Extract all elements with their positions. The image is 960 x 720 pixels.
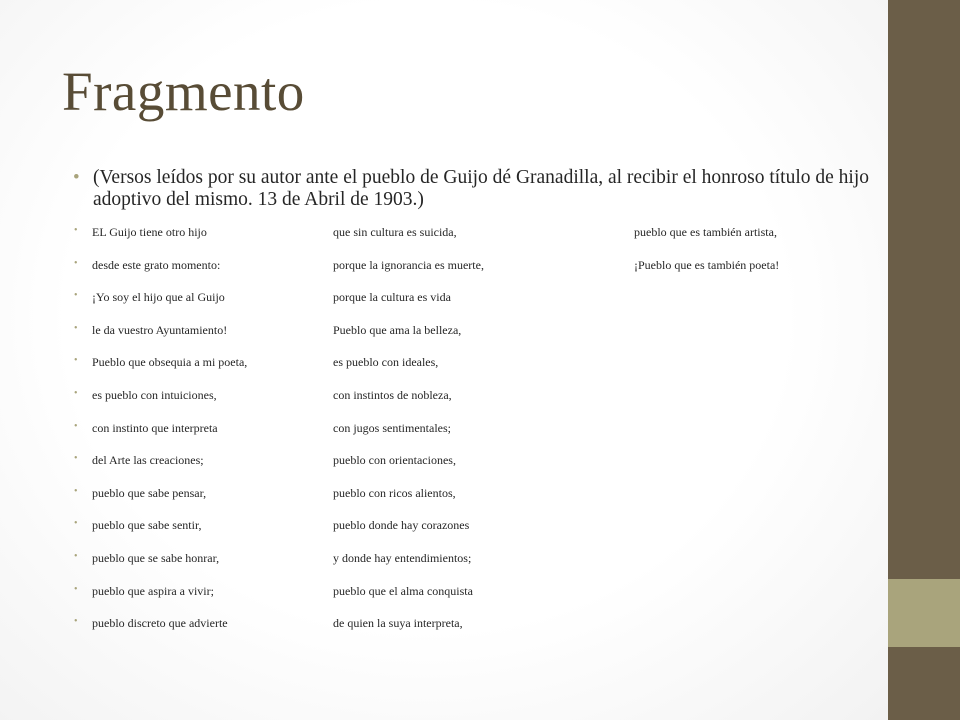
verse-column-1: le da vuestro Ayuntamiento! [92,322,228,337]
bullet-icon: • [74,485,78,497]
verse-column-1: pueblo que sabe pensar, [92,485,207,500]
sidebar-band-top [888,0,960,576]
sidebar-band-bottom [888,650,960,720]
verse-column-2: y donde hay entendimientos; [333,551,472,565]
slide-title: Fragmento [62,61,305,122]
verse-row [0,421,888,439]
verse-column-2: pueblo que el alma conquista [333,583,473,598]
verse-column-3: pueblo que es también artista, [634,225,777,239]
verse-column-2: con instintos de nobleza, [333,388,452,402]
verse-column-2: porque la ignorancia es muerte, [333,257,484,272]
verse-row [0,323,888,341]
verse-column-2: Pueblo que ama la belleza, [333,322,462,337]
bullet-icon: • [73,167,80,188]
verse-row [0,518,888,536]
verse-row [0,551,888,569]
verse-column-1: EL Guijo tiene otro hijo [92,225,207,239]
verse-column-1: pueblo que sabe sentir, [92,518,202,533]
verse-column-1: pueblo que aspira a vivir; [92,583,214,598]
verse-column-1: ¡Yo soy el hijo que al Guijo [92,290,225,305]
verse-row [0,616,888,634]
verse-column-1: desde este grato momento: [92,257,221,272]
verse-column-1: del Arte las creaciones; [92,453,204,468]
bullet-icon: • [74,290,78,302]
verse-column-2: pueblo con orientaciones, [333,453,456,468]
verse-column-2: que sin cultura es suicida, [333,225,457,239]
intro-text: (Versos leídos por su autor ante el pueblo de Guijo dé Granadilla, al recibir el honroso título de hijo adoptivo del mismo. 13 de Abril de 1903.) [93,167,870,210]
bullet-icon: • [74,453,78,465]
bullet-icon: • [74,616,78,628]
bullet-icon: • [74,257,78,269]
verse-column-3: ¡Pueblo que es también poeta! [634,257,780,272]
verse-column-1: pueblo que se sabe honrar, [92,551,220,565]
verse-column-1: Pueblo que obsequia a mi poeta, [92,355,248,370]
bullet-icon: • [74,518,78,530]
verse-column-2: porque la cultura es vida [333,290,451,305]
verse-column-2: pueblo con ricos alientos, [333,485,456,500]
verse-column-2: con jugos sentimentales; [333,420,451,435]
verse-column-2: es pueblo con ideales, [333,355,439,370]
bullet-icon: • [74,355,78,367]
verse-row [0,584,888,602]
bullet-icon: • [74,225,78,236]
bullet-icon: • [74,583,78,595]
verse-column-1: con instinto que interpreta [92,420,218,435]
verse-row [0,225,888,243]
sidebar-band-accent [888,579,960,647]
bullet-icon: • [74,551,78,562]
verse-column-2: de quien la suya interpreta, [333,616,463,631]
verse-column-1: es pueblo con intuiciones, [92,388,217,402]
verse-row [0,258,888,276]
verse-row [0,486,888,504]
bullet-icon: • [74,388,78,399]
decorative-sidebar [888,0,960,720]
verse-row [0,453,888,471]
verse-row [0,355,888,373]
verse-row [0,388,888,406]
bullet-icon: • [74,420,78,432]
verse-column-2: pueblo donde hay corazones [333,518,470,533]
verse-row [0,290,888,308]
bullet-icon: • [74,322,78,334]
verse-column-1: pueblo discreto que advierte [92,616,228,631]
